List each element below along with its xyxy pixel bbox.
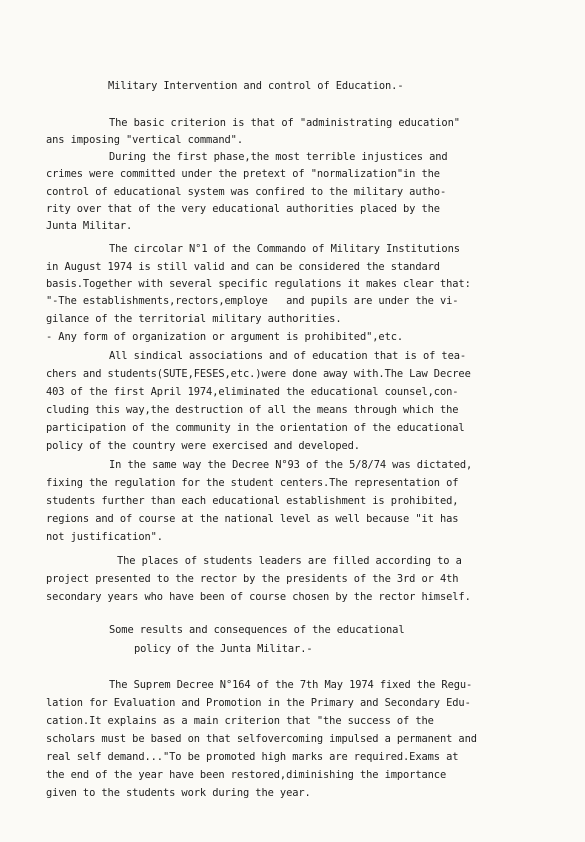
text-line: in August 1974 is still valid and can be considered the standard	[46, 261, 440, 273]
text-line: In the same way the Decree N°93 of the 5/8/74 was dictated,	[109, 459, 473, 471]
text-line: The Suprem Decree N°164 of the 7th May 1974 fixed the Regu-	[109, 679, 473, 691]
text-line: The circolar N°1 of the Commando of Military Institutions	[109, 243, 460, 255]
text-line: scholars must be based on that selfovercoming impulsed a permanent and	[46, 733, 477, 745]
document-title: Military Intervention and control of Education.-	[108, 80, 404, 92]
section-heading-line: policy of the Junta Militar.-	[134, 643, 313, 655]
text-line: During the first phase,the most terrible injustices and	[109, 151, 448, 163]
text-line: All sindical associations and of education that is of tea-	[109, 350, 467, 362]
text-line: gilance of the territorial military authorities.	[46, 313, 342, 325]
text-line: The basic criterion is that of "administrating education"	[109, 117, 460, 129]
text-line: students further than each educational establishment is prohibited,	[46, 495, 459, 507]
text-line: cluding this way,the destruction of all the means through which the	[46, 404, 459, 416]
text-line: rity over that of the very educational authorities placed by the	[46, 203, 440, 215]
text-line: The places of students leaders are filled according to a	[117, 555, 462, 567]
text-line: policy of the country were exercised and developed.	[46, 440, 360, 452]
text-line: given to the students work during the year.	[46, 787, 311, 799]
text-line: control of educational system was confired to the military autho-	[46, 186, 447, 198]
text-line: - Any form of organization or argument is prohibited",etc.	[46, 331, 404, 343]
text-line: "-The establishments,rectors,employe and pupils are under the vi-	[46, 295, 459, 307]
text-line: not justification".	[46, 531, 163, 543]
text-line: fixing the regulation for the student centers.The representation of	[46, 477, 459, 489]
text-line: project presented to the rector by the presidents of the 3rd or 4th	[46, 573, 459, 585]
text-line: participation of the community in the orientation of the educational	[46, 422, 465, 434]
text-line: real self demand..."To be promoted high marks are required.Exams at	[46, 751, 459, 763]
text-line: cation.It explains as a main criterion that "the success of the	[46, 715, 434, 727]
text-line: basis.Together with several specific regulations it makes clear that:	[46, 278, 471, 290]
text-line: secondary years who have been of course chosen by the rector himself.	[46, 591, 471, 603]
text-line: the end of the year have been restored,diminishing the importance	[46, 769, 447, 781]
text-line: regions and of course at the national level as well because "it has	[46, 513, 459, 525]
text-line: Junta Militar.	[46, 220, 133, 232]
text-line: crimes were committed under the pretext of "normalization"in the	[46, 168, 440, 180]
text-line: 403 of the first April 1974,eliminated the educational counsel,con-	[46, 386, 459, 398]
section-heading-line: Some results and consequences of the educational	[109, 624, 405, 636]
text-line: chers and students(SUTE,FESES,etc.)were done away with.The Law Decree	[46, 368, 471, 380]
text-line: ans imposing "vertical command".	[46, 134, 243, 146]
text-line: lation for Evaluation and Promotion in the Primary and Secondary Edu-	[46, 697, 471, 709]
